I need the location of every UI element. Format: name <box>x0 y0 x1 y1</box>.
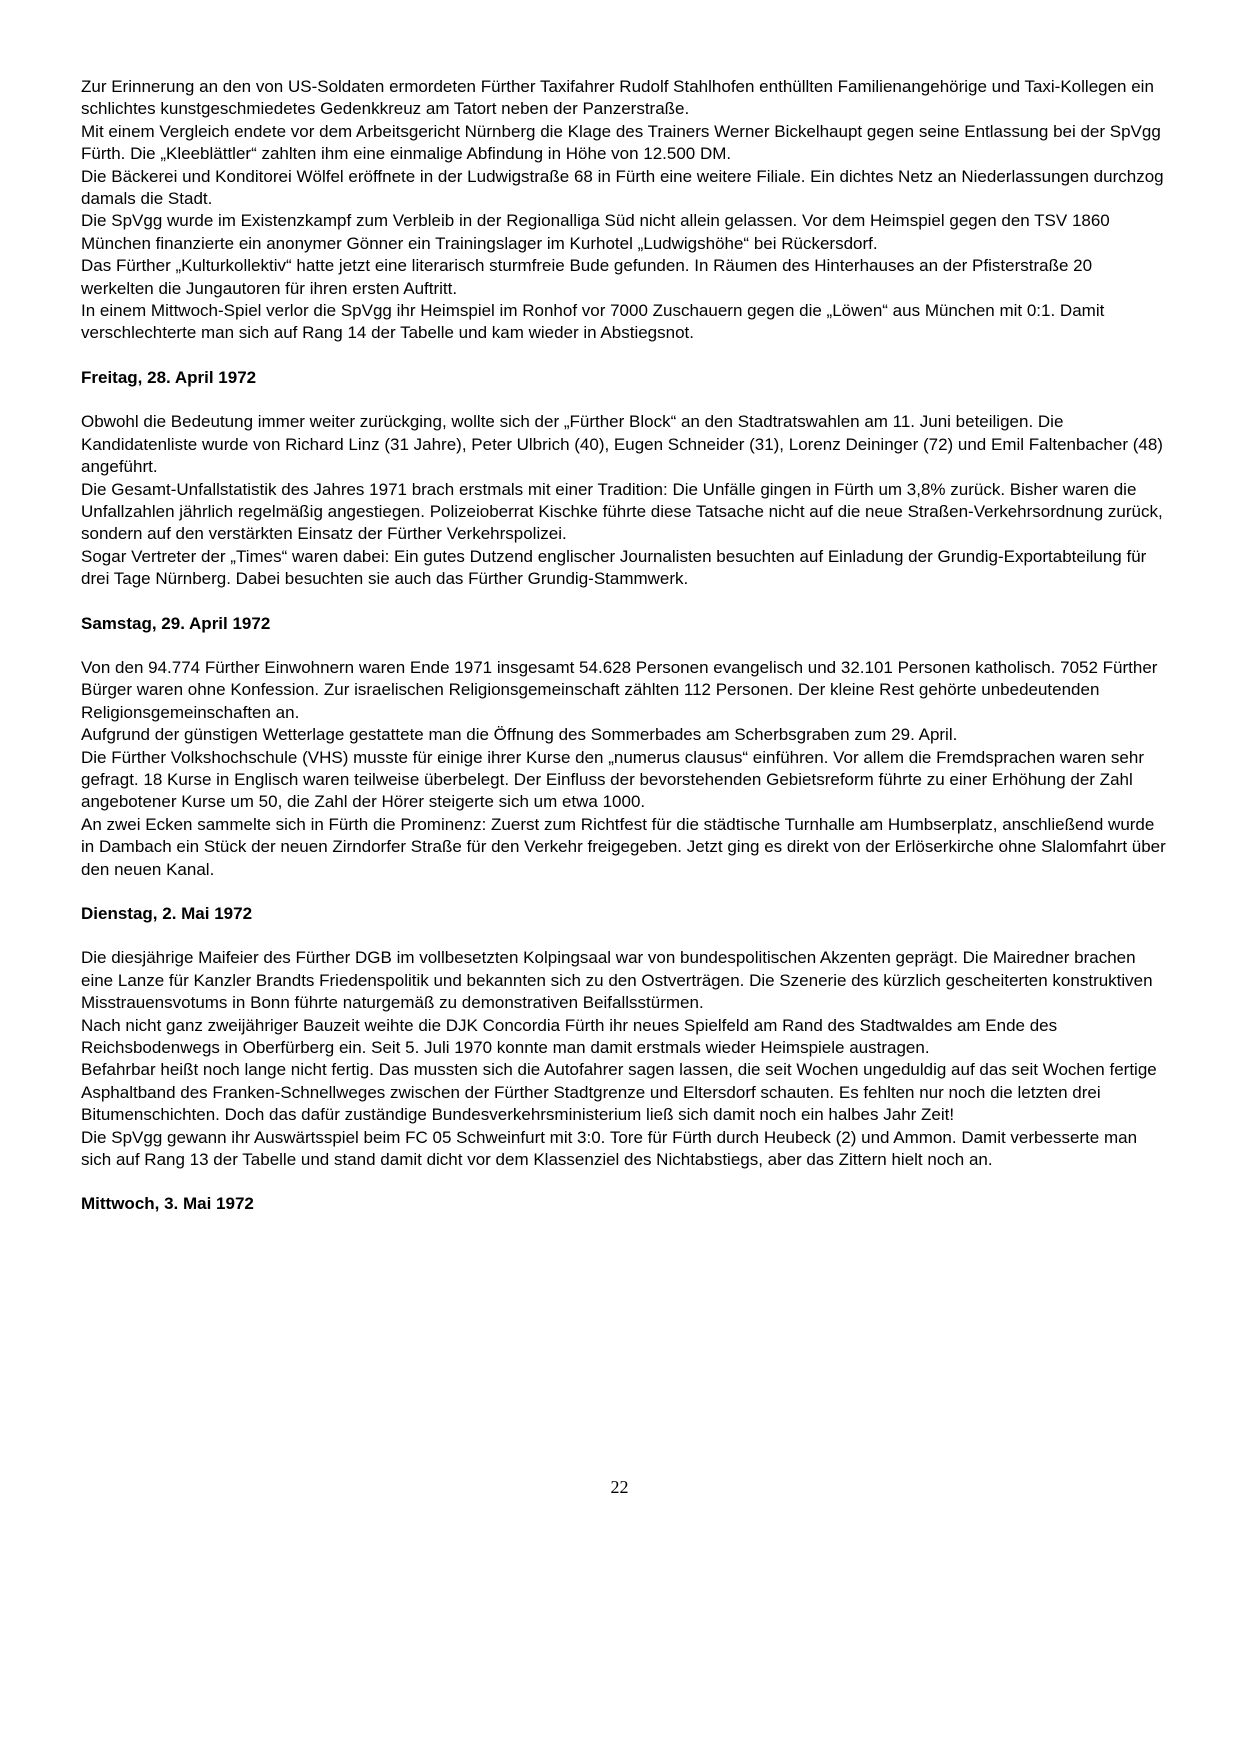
paragraph: Die diesjährige Maifeier des Fürther DGB im vollbesetzten Kolpingsaal war von bundespolitischen Akzenten geprägt. Die Mairedner brachen eine Lanze für Kanzler Brandts Friedenspolitik und bekannten sich zu den Ostverträgen. Die Szenerie des kürzlich gescheiterten konstruktiven Misstrauensvotums in Bonn führte naturgemäß zu demonstrativen Beifallsstürmen. <box>81 948 1153 1013</box>
paragraph: Die Fürther Volkshochschule (VHS) musste für einige ihrer Kurse den „numerus clausus“ einführen. Vor allem die Fremdsprachen waren sehr gefragt. 18 Kurse in Englisch waren teilweise überbelegt. Der Einfluss der bevorstehenden Gebietsreform führte zu einer Erhöhung der Zahl angebotener Kurse um 50, die Zahl der Hörer steigerte sich um etwa 1000. <box>81 747 1144 812</box>
paragraph: Befahrbar heißt noch lange nicht fertig. Das mussten sich die Autofahrer sagen lassen, die seit Wochen ungeduldig auf das seit Wochen fertige Asphaltband des Franken-Schnellweges zwischen der Fürther Stadtgrenze und Eltersdorf schauten. Es fehlten nur noch die letzten drei Bitumenschichten. Doch das dafür zuständige Bundesverkehrsministerium ließ sich damit noch ein halbes Jahr Zeit! <box>81 1060 1157 1125</box>
document-content <box>81 76 1167 1238</box>
paragraph: Nach nicht ganz zweijähriger Bauzeit weihte die DJK Concordia Fürth ihr neues Spielfeld am Rand des Stadtwaldes am Ende des Reichsbodenwegs in Oberfürberg ein. Seit 5. Juli 1970 konnte man damit erstmals wieder Heimspiele austragen. <box>81 1015 1058 1058</box>
paragraph: Obwohl die Bedeutung immer weiter zurückging, wollte sich der „Fürther Block“ an den Stadtratswahlen am 11. Juni beteiligen. Die Kandidatenliste wurde von Richard Linz (31 Jahre), Peter Ulbrich (40), Eugen Schneider (31), Lorenz Deininger (72) und Emil Faltenbacher (48) angeführt. <box>81 412 1163 477</box>
paragraph: Die SpVgg wurde im Existenzkampf zum Verbleib in der Regionalliga Süd nicht allein gelassen. Vor dem Heimspiel gegen den TSV 1860 München finanzierte ein anonymer Gönner ein Trainingslager im Kurhotel „Ludwigshöhe“ bei Rückersdorf. <box>81 211 1110 253</box>
paragraph: Die Gesamt-Unfallstatistik des Jahres 1971 brach erstmals mit einer Tradition: Die Unfälle gingen in Fürth um 3,8% zurück. Bisher waren die Unfallzahlen jährlich regelmäßig angestiegen. Polizeioberrat Kischke führte diese Tatsache nicht auf die neue Straßen-Verkehrsordnung zurück, sondern auf den verstärkten Einsatz der Fürther Verkehrspolizei. <box>81 479 1163 544</box>
date-heading: Samstag, 29. April 1972 <box>81 613 271 633</box>
paragraph: Zur Erinnerung an den von US-Soldaten ermordeten Fürther Taxifahrer Rudolf Stahlhofen enthüllten Familienangehörige und Taxi-Kollegen ein schlichtes kunstgeschmiedetes Gedenkkreuz am Tatort neben der Panzerstraße. <box>81 77 1154 119</box>
paragraph: An zwei Ecken sammelte sich in Fürth die Prominenz: Zuerst zum Richtfest für die städtische Turnhalle am Humbserplatz, anschließend wurde in Dambach ein Stück der neuen Zirndorfer Straße für den Verkehr freigegeben. Jetzt ging es direkt von der Erlöserkirche ohne Slalomfahrt über den neuen Kanal. <box>81 814 1166 879</box>
date-heading: Mittwoch, 3. Mai 1972 <box>81 1194 254 1214</box>
paragraph: Aufgrund der günstigen Wetterlage gestattete man die Öffnung des Sommerbades am Scherbsgraben zum 29. April. <box>81 725 958 745</box>
paragraph: Mit einem Vergleich endete vor dem Arbeitsgericht Nürnberg die Klage des Trainers Werner Bickelhaupt gegen seine Entlassung bei der SpVgg Fürth. Die „Kleeblättler“ zahlten ihm eine einmalige Abfindung in Höhe von 12.500 DM. <box>81 121 1161 164</box>
paragraph: Das Fürther „Kulturkollektiv“ hatte jetzt eine literarisch sturmfreie Bude gefunden. In Räumen des Hinterhauses an der Pfisterstraße 20 werkelten die Jungautoren für ihren ersten Auftritt. <box>81 256 1093 298</box>
paragraph: Die SpVgg gewann ihr Auswärtsspiel beim FC 05 Schweinfurt mit 3:0. Tore für Fürth durch Heubeck (2) und Ammon. Damit verbesserte man sich auf Rang 13 der Tabelle und stand damit dicht vor dem Klassenziel des Nichtabstiegs, aber das Zittern hielt noch an. <box>81 1127 1138 1170</box>
paragraph: Sogar Vertreter der „Times“ waren dabei: Ein gutes Dutzend englischer Journalisten besuchten auf Einladung der Grundig-Exportabteilung für drei Tage Nürnberg. Dabei besuchten sie auch das Fürther Grundig-Stammwerk. <box>81 546 1147 589</box>
date-heading: Dienstag, 2. Mai 1972 <box>81 904 253 923</box>
date-heading: Freitag, 28. April 1972 <box>81 367 257 387</box>
paragraph: Die Bäckerei und Konditorei Wölfel eröffnete in der Ludwigstraße 68 in Fürth eine weitere Filiale. Ein dichtes Netz an Niederlassungen durchzog damals die Stadt. <box>81 166 1164 209</box>
paragraph: In einem Mittwoch-Spiel verlor die SpVgg ihr Heimspiel im Ronhof vor 7000 Zuschauern gegen die „Löwen“ aus München mit 0:1. Damit verschlechterte man sich auf Rang 14 der Tabelle und kam wieder in Abstiegsnot. <box>81 301 1105 343</box>
paragraph: Von den 94.774 Fürther Einwohnern waren Ende 1971 insgesamt 54.628 Personen evangelisch und 32.101 Personen katholisch. 7052 Fürther Bürger waren ohne Konfession. Zur israelischen Religionsgemeinschaft zählten 112 Personen. Der kleine Rest gehörte unbedeutenden Religionsgemeinschaften an. <box>81 657 1158 722</box>
page-number: 22 <box>610 1477 629 1497</box>
